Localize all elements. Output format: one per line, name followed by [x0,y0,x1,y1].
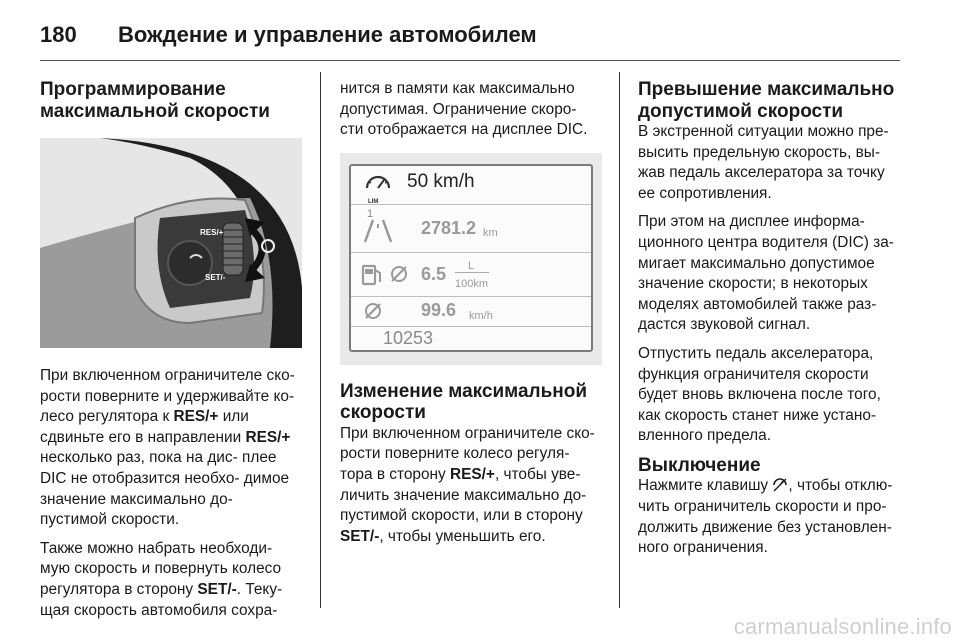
section-heading-programming: Программирование максимальной скорости [40,79,270,122]
average-speed-icon [363,301,383,321]
fuel-pump-icon [361,262,383,286]
page-title: Вождение и управление автомобилем [118,22,537,47]
dic-screen [349,164,593,352]
dic-trip-index: 1 [367,207,374,220]
dic-row-speed-limit [351,166,591,205]
dic-row-fuel [351,252,591,297]
wheel-label-set: SET/- [205,273,226,282]
paragraph-exceeding-2: При этом на дисплее информа- ционного центра водителя (DIC) за- мигает максимально допустимое значение скорости; в некоторых моделях автомобилей также раз- дастся звуковой сигнал. [638,213,894,334]
column-divider-1 [320,72,321,608]
dic-avg-speed-unit: km/h [469,309,493,322]
paragraph-programming-2: Также можно набрать необходи- мую скорость и повернуть колесо регулятора в сторону SET/-. Теку- щая скорость автомобиля сохра- [40,539,283,619]
dic-fuel-value: 6.5 [421,263,447,284]
section-heading-switch-off: Выключение [638,454,761,476]
steering-wheel-illustration [40,138,302,348]
dic-avg-speed-value: 99.6 [421,299,457,320]
dic-row-odometer [351,326,591,350]
road-icon [361,218,395,244]
header-rule [40,60,900,61]
column-divider-2 [619,72,620,608]
column-1 [40,79,302,629]
paragraph-switch-off: Нажмите клавишу , чтобы отклю- чить ограничитель скорости и про- должить движение без установлен- ного ограничения. [638,477,893,557]
paragraph-exceeding-1: В экстренной ситуации можно пре- высить предельную скорость, вы- жав педаль акселератора за точку ее сопротивления. [638,123,889,202]
section-heading-exceeding: Превышение максимально допустимой скорости [638,79,895,122]
dic-display-figure [340,153,602,365]
column-3 [638,79,900,567]
page-number: 180 [40,22,77,47]
dic-trip-value: 2781.2 [421,217,477,238]
dic-speed-limit: 50 km/h [407,170,475,192]
dic-lim-label: LIM [368,198,379,205]
average-icon [389,264,409,284]
dic-fuel-unit-divider [455,272,489,273]
paragraph-exceeding-3: Отпустить педаль акселератора, функция ограничителя скорости будет вновь включена после того, как скорость станет ниже устано- вленного предела. [638,344,881,445]
dic-row-avg-speed [351,296,591,327]
column-2 [340,79,602,555]
section-heading-changing: Изменение максимальной скорости [340,380,588,424]
paragraph-changing: При включенном ограничителе ско- рости поверните колесо регуля- тора в сторону RES/+, чтобы уве- личить значение максимально до- пустимой скорости, или в сторону SET/-, чтобы уменьшить его. [340,424,595,545]
paragraph-programming-1: При включенном ограничителе ско- рости поверните и удерживайте ко- лесо регулятора к RES/+ или сдвиньте его в направлении RES/+ несколько раз, пока на дис- плее DIC не отобразится необхо- димое значение максимально до- пустимой скорости. [40,367,295,529]
limiter-off-icon [772,478,788,492]
dic-fuel-unit-top: L [468,259,475,272]
wheel-label-res: RES/+ [200,228,224,237]
watermark: carmanualsonline.info [733,614,952,639]
dic-row-trip [351,204,591,253]
paragraph-continuation: нится в памяти как максимально допустимая. Ограничение скоро- сти отображается на дисплее DIC. [340,80,588,139]
dic-fuel-unit-bottom: 100km [455,277,489,290]
steering-wheel-figure [40,138,302,348]
dic-odometer: 10253 [383,327,434,348]
dic-trip-unit: km [483,226,498,239]
